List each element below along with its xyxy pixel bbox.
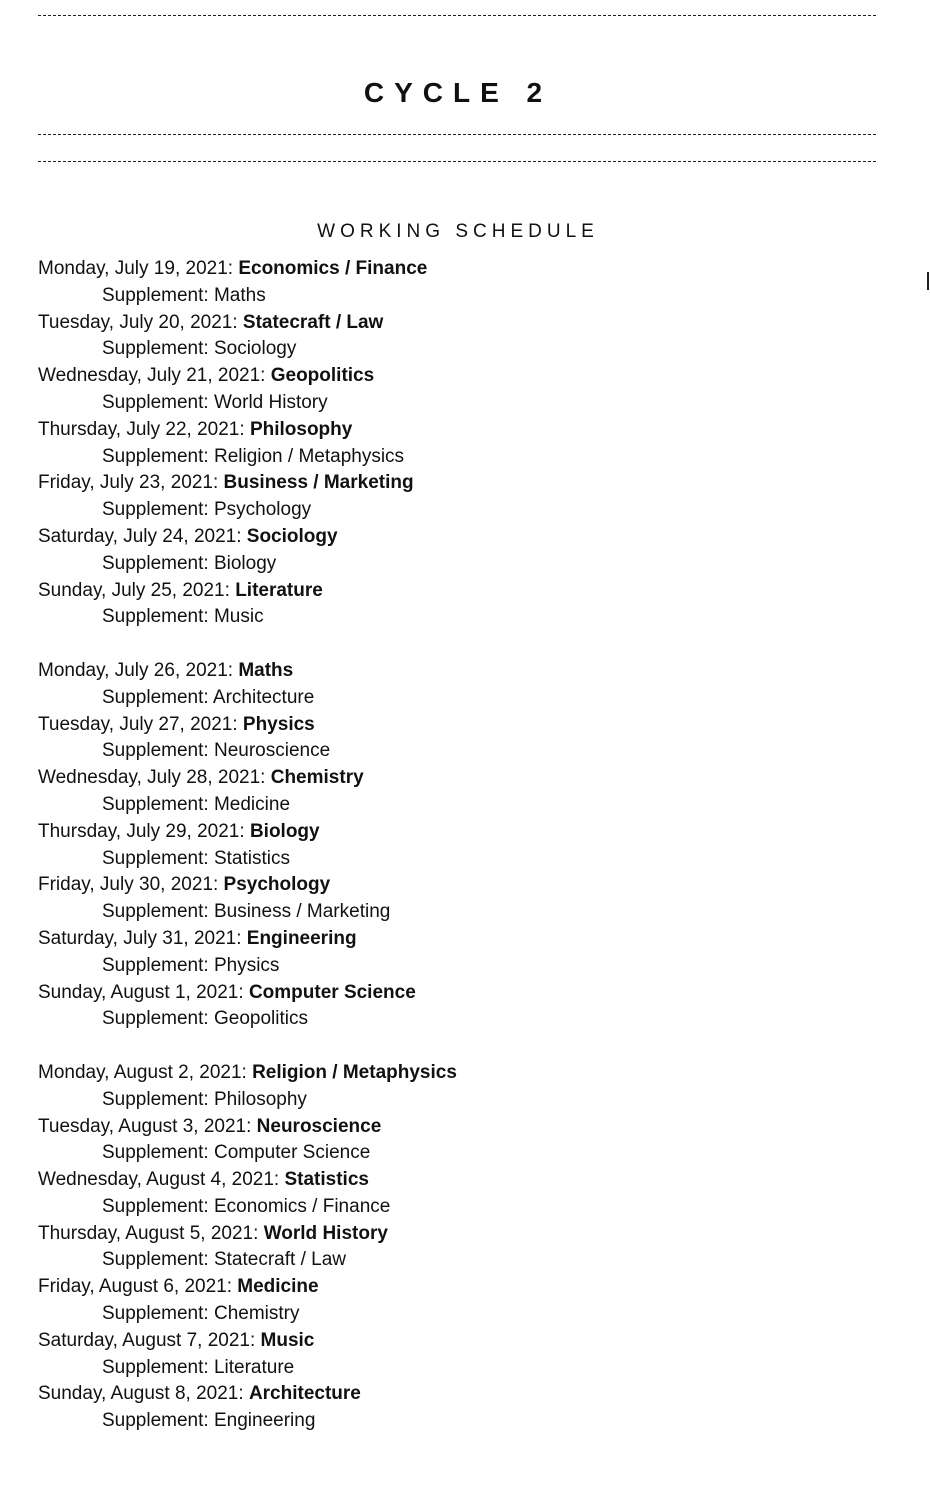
- day-supplement: [38, 1140, 898, 1167]
- supplement-label: Supplement:: [102, 740, 209, 762]
- supplement-subject: Maths: [213, 284, 266, 306]
- supplement-subject: Geopolitics: [213, 1008, 308, 1030]
- day-subject: Medicine: [237, 1276, 319, 1298]
- supplement-label: Supplement:: [102, 338, 209, 360]
- day-subject: World History: [263, 1222, 388, 1244]
- schedule-day: [38, 1221, 898, 1248]
- schedule-day: [38, 712, 898, 739]
- day-subject: Religion / Metaphysics: [252, 1061, 457, 1083]
- day-subject: Sociology: [246, 525, 338, 547]
- schedule-day: [38, 578, 898, 605]
- schedule-week: [38, 256, 898, 631]
- day-date: Thursday, July 29, 2021:: [38, 820, 245, 842]
- day-subject: Physics: [242, 713, 315, 735]
- day-subject: Chemistry: [270, 767, 364, 789]
- supplement-subject: Computer Science: [213, 1142, 371, 1164]
- supplement-label: Supplement:: [102, 499, 209, 521]
- supplement-subject: Architecture: [212, 686, 315, 708]
- day-date: Tuesday, July 27, 2021:: [38, 713, 238, 735]
- supplement-label: Supplement:: [102, 686, 209, 708]
- supplement-label: Supplement:: [102, 954, 209, 976]
- schedule-day: [38, 980, 898, 1007]
- day-subject: Business / Marketing: [223, 472, 414, 494]
- supplement-subject: Literature: [213, 1356, 295, 1378]
- day-date: Monday, July 26, 2021:: [38, 659, 234, 681]
- day-supplement: [38, 1301, 898, 1328]
- day-subject: Psychology: [223, 874, 331, 896]
- schedule-day: [38, 765, 898, 792]
- schedule-week: [38, 1060, 898, 1435]
- schedule-day: [38, 872, 898, 899]
- supplement-label: Supplement:: [102, 1195, 209, 1217]
- day-supplement: [38, 1006, 898, 1033]
- day-date: Friday, August 6, 2021:: [38, 1276, 232, 1298]
- day-supplement: [38, 846, 898, 873]
- schedule-day: [38, 470, 898, 497]
- day-supplement: [38, 1087, 898, 1114]
- day-date: Sunday, August 8, 2021:: [38, 1383, 244, 1405]
- schedule-day: [38, 1274, 898, 1301]
- supplement-label: Supplement:: [102, 1088, 209, 1110]
- day-supplement: [38, 685, 898, 712]
- day-subject: Maths: [238, 659, 294, 681]
- day-subject: Biology: [249, 820, 320, 842]
- schedule-day: [38, 658, 898, 685]
- day-date: Tuesday, August 3, 2021:: [38, 1115, 252, 1137]
- day-supplement: [38, 953, 898, 980]
- schedule-day: [38, 1060, 898, 1087]
- section-heading: WORKING SCHEDULE: [317, 220, 599, 242]
- day-subject: Computer Science: [248, 981, 416, 1003]
- day-supplement: [38, 444, 898, 471]
- supplement-label: Supplement:: [102, 391, 209, 413]
- schedule-list: [38, 256, 898, 1462]
- day-supplement: [38, 497, 898, 524]
- day-date: Wednesday, July 21, 2021:: [38, 365, 266, 387]
- day-supplement: [38, 283, 898, 310]
- day-supplement: [38, 390, 898, 417]
- day-date: Friday, July 23, 2021:: [38, 472, 219, 494]
- supplement-label: Supplement:: [102, 901, 209, 923]
- day-subject: Statecraft / Law: [242, 311, 384, 333]
- supplement-label: Supplement:: [102, 1356, 209, 1378]
- schedule-day: [38, 1328, 898, 1355]
- dashed-divider: [38, 161, 876, 162]
- day-date: Sunday, July 25, 2021:: [38, 579, 230, 601]
- supplement-label: Supplement:: [102, 445, 209, 467]
- day-date: Tuesday, July 20, 2021:: [38, 311, 238, 333]
- supplement-subject: Sociology: [213, 338, 297, 360]
- day-subject: Engineering: [246, 927, 357, 949]
- day-subject: Music: [260, 1329, 315, 1351]
- day-supplement: [38, 1408, 898, 1435]
- day-supplement: [38, 899, 898, 926]
- schedule-day: [38, 1114, 898, 1141]
- day-supplement: [38, 1194, 898, 1221]
- supplement-subject: Biology: [213, 552, 277, 574]
- supplement-subject: Statecraft / Law: [213, 1249, 346, 1271]
- day-date: Monday, August 2, 2021:: [38, 1061, 247, 1083]
- supplement-subject: Religion / Metaphysics: [213, 445, 405, 467]
- supplement-subject: Medicine: [213, 793, 291, 815]
- day-date: Wednesday, August 4, 2021:: [38, 1169, 280, 1191]
- schedule-day: [38, 417, 898, 444]
- dashed-divider: [38, 134, 876, 135]
- schedule-day: [38, 256, 898, 283]
- day-subject: Statistics: [284, 1169, 369, 1191]
- supplement-subject: World History: [213, 391, 328, 413]
- day-date: Wednesday, July 28, 2021:: [38, 767, 266, 789]
- supplement-label: Supplement:: [102, 1249, 209, 1271]
- schedule-day: [38, 363, 898, 390]
- supplement-subject: Economics / Finance: [213, 1195, 391, 1217]
- schedule-day: [38, 310, 898, 337]
- day-date: Monday, July 19, 2021:: [38, 258, 234, 279]
- supplement-subject: Engineering: [213, 1410, 316, 1432]
- supplement-label: Supplement:: [102, 552, 209, 574]
- supplement-label: Supplement:: [102, 1142, 209, 1164]
- day-subject: Economics / Finance: [238, 258, 428, 279]
- day-supplement: [38, 792, 898, 819]
- schedule-week: [38, 658, 898, 1033]
- supplement-label: Supplement:: [102, 1410, 209, 1432]
- day-date: Saturday, July 24, 2021:: [38, 525, 242, 547]
- day-subject: Architecture: [248, 1383, 361, 1405]
- day-subject: Literature: [235, 579, 323, 601]
- day-date: Saturday, August 7, 2021:: [38, 1329, 256, 1351]
- day-subject: Neuroscience: [256, 1115, 382, 1137]
- supplement-subject: Psychology: [213, 499, 312, 521]
- supplement-subject: Philosophy: [213, 1088, 307, 1110]
- schedule-day: [38, 524, 898, 551]
- supplement-label: Supplement:: [102, 284, 209, 306]
- day-supplement: [38, 551, 898, 578]
- day-subject: Philosophy: [249, 418, 353, 440]
- dashed-divider-top: [38, 15, 876, 16]
- schedule-day: [38, 1167, 898, 1194]
- day-supplement: [38, 336, 898, 363]
- text-cursor: [927, 272, 929, 290]
- day-subject: Geopolitics: [270, 365, 375, 387]
- supplement-subject: Physics: [213, 954, 280, 976]
- supplement-subject: Neuroscience: [213, 740, 331, 762]
- supplement-label: Supplement:: [102, 1008, 209, 1030]
- day-supplement: [38, 604, 898, 631]
- day-supplement: [38, 1247, 898, 1274]
- supplement-subject: Business / Marketing: [213, 901, 391, 923]
- schedule-day: [38, 819, 898, 846]
- page-title: CYCLE 2: [363, 76, 553, 108]
- supplement-label: Supplement:: [102, 1303, 209, 1325]
- supplement-label: Supplement:: [102, 847, 209, 869]
- supplement-subject: Statistics: [213, 847, 290, 869]
- day-date: Thursday, July 22, 2021:: [38, 418, 245, 440]
- supplement-label: Supplement:: [102, 793, 209, 815]
- supplement-label: Supplement:: [102, 606, 209, 628]
- day-date: Saturday, July 31, 2021:: [38, 927, 242, 949]
- supplement-subject: Chemistry: [213, 1303, 300, 1325]
- day-date: Sunday, August 1, 2021:: [38, 981, 244, 1003]
- day-supplement: [38, 1355, 898, 1382]
- day-date: Friday, July 30, 2021:: [38, 874, 219, 896]
- day-supplement: [38, 738, 898, 765]
- supplement-subject: Music: [213, 606, 264, 628]
- day-date: Thursday, August 5, 2021:: [38, 1222, 259, 1244]
- schedule-day: [38, 1381, 898, 1408]
- schedule-day: [38, 926, 898, 953]
